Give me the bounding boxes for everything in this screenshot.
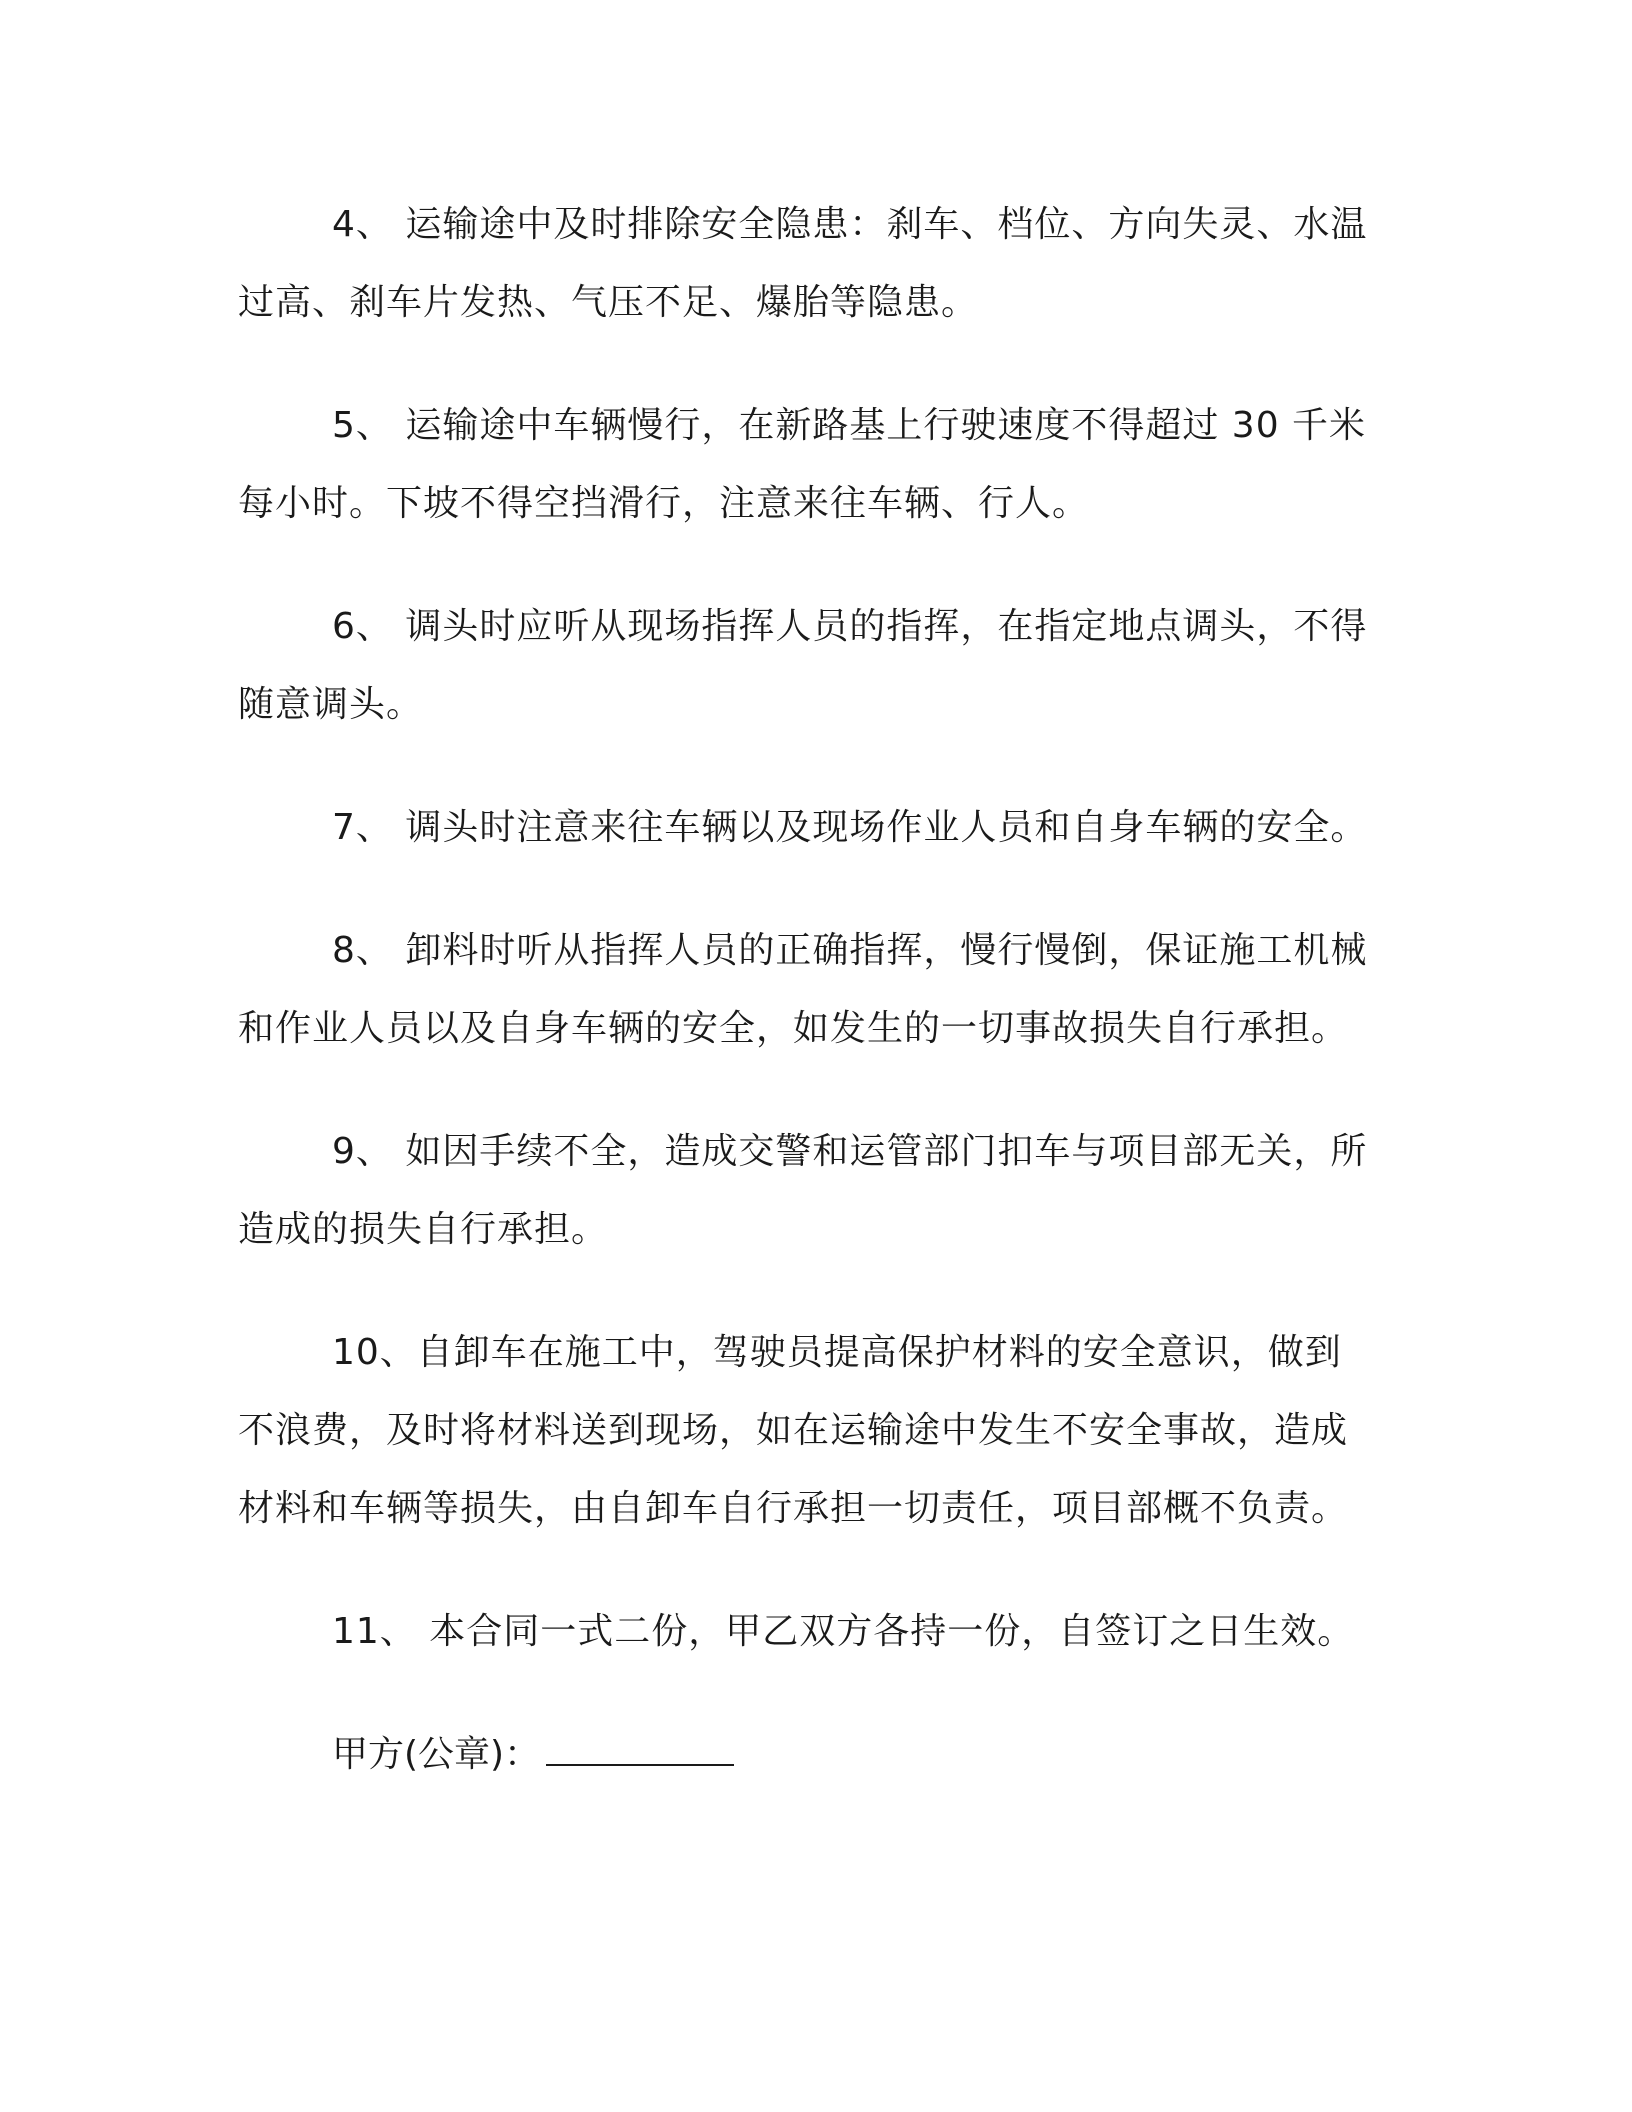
signature-label: 甲方(公章)：	[332, 1734, 541, 1775]
clause-10: 10、自卸车在施工中，驾驶员提高保护材料的安全意识，做到不浪费，及时将材料送到现场，如在运输途中发生不安全事故，造成材料和车辆等损失，由自卸车自行承担一切责任，项目部概不负责。	[238, 1332, 1349, 1529]
clause-7: 7、 调头时注意来往车辆以及现场作业人员和自身车辆的安全。	[332, 807, 1368, 848]
clause-8: 8、 卸料时听从指挥人员的正确指挥，慢行慢倒，保证施工机械和作业人员以及自身车辆的安全，如发生的一切事故损失自行承担。	[238, 930, 1368, 1049]
clause-9: 9、 如因手续不全，造成交警和运管部门扣车与项目部无关，所造成的损失自行承担。	[238, 1131, 1368, 1250]
clause-4: 4、 运输途中及时排除安全隐患：刹车、档位、方向失灵、水温过高、刹车片发热、气压不足、爆胎等隐患。	[238, 204, 1368, 323]
signature-block	[238, 1716, 1378, 1794]
clause-5: 5、 运输途中车辆慢行，在新路基上行驶速度不得超过 30 千米每小时。下坡不得空挡滑行，注意来往车辆、行人。	[238, 405, 1367, 524]
clause-11: 11、 本合同一式二份，甲乙双方各持一份，自签订之日生效。	[332, 1611, 1355, 1652]
document-body	[238, 186, 1378, 1794]
clause-6: 6、 调头时应听从现场指挥人员的指挥，在指定地点调头，不得随意调头。	[238, 606, 1368, 725]
signature-blank-line	[546, 1734, 734, 1766]
